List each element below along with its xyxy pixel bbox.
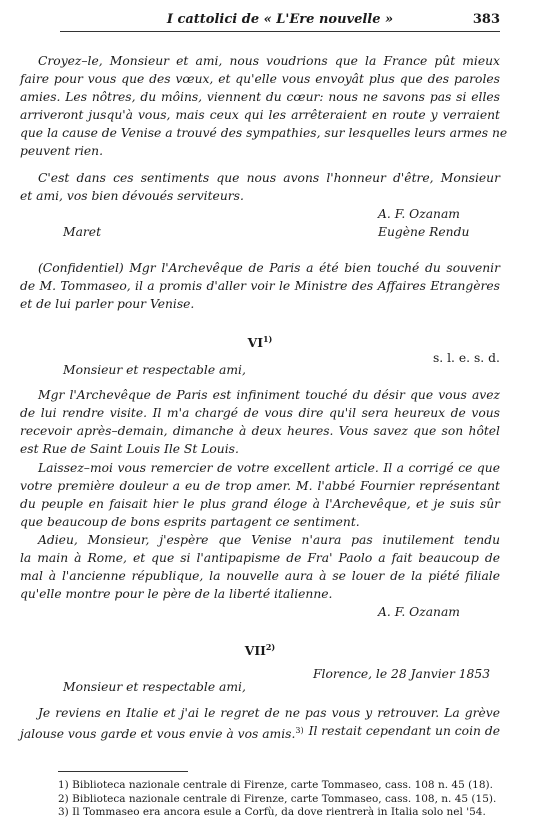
text-line: est Rue de Saint Louis Ile St Louis. bbox=[20, 442, 239, 456]
text-line: Croyez–le, Monsieur et ami, nous voudrions que la France pût mieux bbox=[38, 54, 500, 68]
text-line: qu'elle montre pour le père de la liberté italienne. bbox=[20, 587, 333, 601]
signature-maret: Maret bbox=[63, 225, 102, 239]
text-line: Je reviens en Italie et j'ai le regret de ne pas vous y retrouver. La grève bbox=[38, 706, 500, 720]
note-mark: 2) bbox=[265, 642, 276, 652]
letter-heading-vii bbox=[20, 639, 500, 659]
text-line: Mgr l'Archevêque de Paris est infiniment touché du désir que vous avez bbox=[38, 388, 500, 402]
salutation: Monsieur et respectable ami, bbox=[63, 680, 246, 694]
signature-rendu: Eugène Rendu bbox=[378, 225, 470, 239]
note-mark: 1) bbox=[262, 334, 273, 344]
text-line: que la cause de Venise a trouvé des sympathies, sur lesquelles leurs armes ne bbox=[20, 126, 508, 140]
letter-date: s. l. e. s. d. bbox=[433, 351, 500, 365]
heading-numeral: VII bbox=[244, 643, 266, 659]
text-line: (Confidentiel) Mgr l'Archevêque de Paris a été bien touché du souvenir bbox=[38, 261, 500, 275]
letter-heading-vi bbox=[20, 331, 500, 351]
letter-date: Florence, le 28 Janvier 1853 bbox=[313, 667, 491, 681]
text-line: votre première douleur a eu de trop amer. M. l'abbé Fournier représentant bbox=[20, 479, 500, 493]
text-line: et de lui parler pour Venise. bbox=[20, 297, 195, 311]
text-line: C'est dans ces sentiments que nous avons l'honneur d'être, Monsieur bbox=[38, 171, 500, 185]
heading-numeral: VI bbox=[247, 335, 263, 351]
text-line: de M. Tommaseo, il a promis d'aller voir le Ministre des Affaires Etrangères bbox=[20, 279, 500, 293]
header-title: I cattolici de « L'Ere nouvelle » bbox=[166, 12, 394, 27]
text-segment: Il restait cependant un coin de bbox=[308, 724, 500, 738]
text-line: faire pour vous que des vœux, et qu'elle vous envoyât plus que des paroles bbox=[20, 72, 500, 86]
note-mark: 3) bbox=[295, 726, 304, 735]
running-header bbox=[60, 12, 500, 32]
signature-ozanam: A. F. Ozanam bbox=[378, 207, 460, 221]
text-line: Laissez–moi vous remercier de votre excellent article. Il a corrigé ce que bbox=[38, 461, 500, 475]
text-line: amies. Les nôtres, du môins, viennent du cœur: nous ne savons pas si elles bbox=[20, 90, 500, 104]
text-line: peuvent rien. bbox=[20, 144, 103, 158]
text-line: que beaucoup de bons esprits partagent ce sentiment. bbox=[20, 515, 360, 529]
text-line: arriveront jusqu'à vous, mais ceux qui les arrêteraient en route y verraient bbox=[20, 108, 500, 122]
text-line: du peuple en faisait hier le plus grand éloge à l'Archevêque, et je suis sûr bbox=[20, 497, 500, 511]
text-segment: jalouse vous garde et vous envie à vos amis.$^{3)}$ bbox=[20, 726, 304, 742]
text-line: mal à l'ancienne république, la nouvelle aura à se louer de la piété filiale bbox=[20, 569, 500, 583]
text-line: la main à Rome, et que si l'antipapisme de Fra' Paolo a fait beaucoup de bbox=[20, 551, 500, 565]
text-line: de lui rendre visite. Il m'a chargé de vous dire qu'il sera heureux de vous bbox=[20, 406, 500, 420]
page-number: 383 bbox=[472, 12, 500, 27]
signature-ozanam: A. F. Ozanam bbox=[378, 605, 460, 619]
text-line: et ami, vos bien dévoués serviteurs. bbox=[20, 189, 244, 203]
footnote: 2) Biblioteca nazionale centrale di Firenze, carte Tommaseo, cass. 108, n. 45 (15). bbox=[58, 793, 497, 805]
footnote: 3) Il Tommaseo era ancora esule a Corfù, da dove rientrerà in Italia solo nel '54. bbox=[58, 806, 486, 818]
footnote: 1) Biblioteca nazionale centrale di Firenze, carte Tommaseo, cass. 108 n. 45 (18). bbox=[58, 779, 493, 791]
text-line: recevoir après–demain, dimanche à deux heures. Vous savez que son hôtel bbox=[20, 424, 500, 438]
text-line bbox=[20, 723, 500, 742]
text-line: Adieu, Monsieur, j'espère que Venise n'aura pas inutilement tendu bbox=[38, 533, 500, 547]
salutation: Monsieur et respectable ami, bbox=[63, 363, 246, 377]
footnote-rule bbox=[58, 771, 188, 772]
